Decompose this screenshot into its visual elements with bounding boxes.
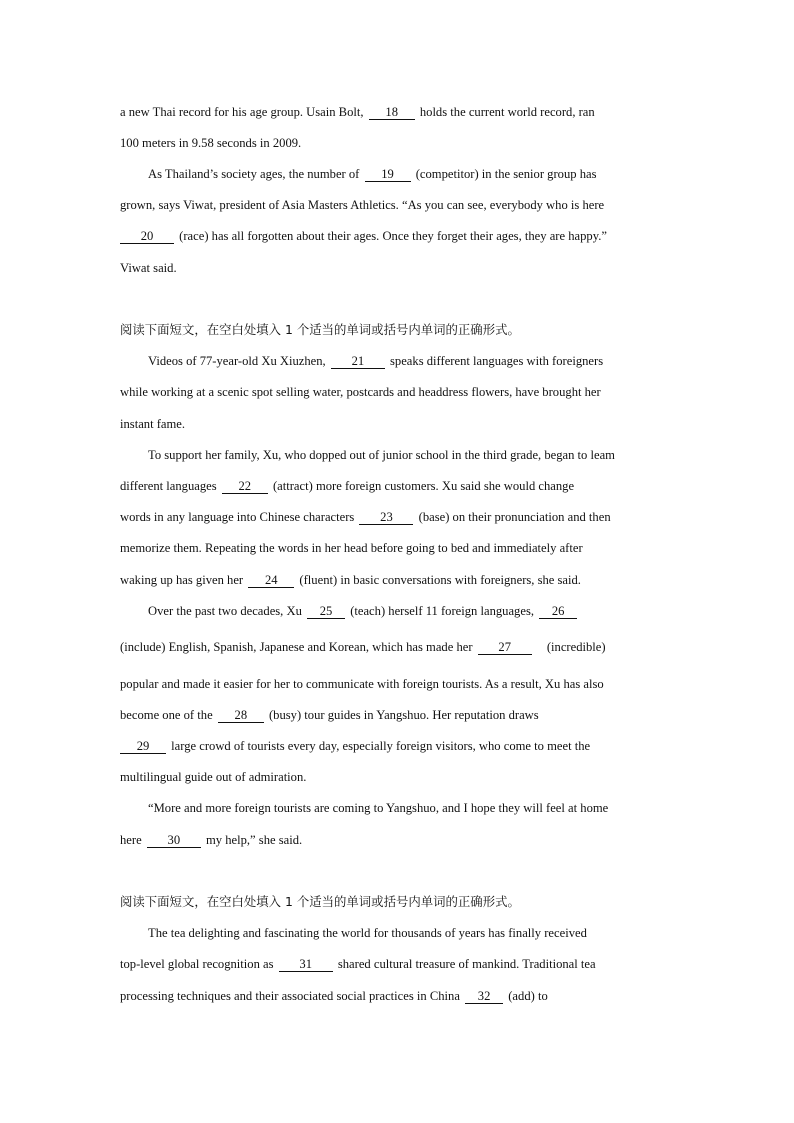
passage-line xyxy=(120,103,680,121)
passage-line: grown, says Viwat, president of Asia Masters Athletics. “As you can see, everybody who is here xyxy=(120,198,605,212)
answer-blank-23[interactable]: 23 xyxy=(359,510,413,525)
section-heading: 阅读下面短文，在空白处填入 1 个适当的单词或括号内单词的正确形式。 xyxy=(120,894,520,909)
passage-line: while working at a scenic spot selling water, postcards and headdress flowers, have brought her xyxy=(120,385,601,399)
line-text: holds the current world record, ran xyxy=(419,105,595,119)
line-text: large crowd of tourists every day, especially foreign visitors, who come to meet the xyxy=(171,739,591,753)
line-text: (teach) herself 11 foreign languages, xyxy=(350,604,534,618)
line-text: (include) English, Spanish, Japanese and Korean, which has made her xyxy=(120,640,473,654)
passage-line xyxy=(120,955,680,973)
line-text: (race) has all forgotten about their ages. Once they forget their ages, they are happy.” xyxy=(179,229,607,243)
line-text: top-level global recognition as xyxy=(120,957,274,971)
passage-line xyxy=(120,987,680,1005)
line-text: different languages xyxy=(120,479,217,493)
answer-blank-32[interactable]: 32 xyxy=(465,989,503,1004)
answer-blank-25[interactable]: 25 xyxy=(307,604,345,619)
passage-line xyxy=(120,706,680,724)
passage-line xyxy=(120,638,680,656)
line-text: As Thailand’s society ages, the number of xyxy=(148,167,360,181)
passage-line: instant fame. xyxy=(120,417,186,431)
passage-line xyxy=(148,352,680,370)
line-text: Videos of 77-year-old Xu Xiuzhen, xyxy=(148,354,326,368)
passage-line xyxy=(120,571,680,589)
line-text: (competitor) in the senior group has xyxy=(415,167,597,181)
passage-line: 100 meters in 9.58 seconds in 2009. xyxy=(120,136,302,150)
line-text: a new Thai record for his age group. Usain Bolt, xyxy=(120,105,364,119)
passage-line: The tea delighting and fascinating the world for thousands of years has finally received xyxy=(148,926,587,940)
passage-line: Viwat said. xyxy=(120,261,177,275)
passage-line xyxy=(120,831,680,849)
passage-line: memorize them. Repeating the words in her head before going to bed and immediately after xyxy=(120,541,583,555)
line-text: (attract) more foreign customers. Xu said she would change xyxy=(272,479,575,493)
passage-line xyxy=(120,477,680,495)
line-text: (add) to xyxy=(508,989,548,1003)
line-text: (base) on their pronunciation and then xyxy=(418,510,611,524)
line-text: my help,” she said. xyxy=(205,833,303,847)
passage-line: To support her family, Xu, who dopped out of junior school in the third grade, began to leam xyxy=(148,448,615,462)
line-text: words in any language into Chinese characters xyxy=(120,510,355,524)
answer-blank-22[interactable]: 22 xyxy=(222,479,268,494)
line-text: speaks different languages with foreigners xyxy=(390,354,604,368)
line-text: shared cultural treasure of mankind. Traditional tea xyxy=(337,957,596,971)
section-heading: 阅读下面短文，在空白处填入 1 个适当的单词或括号内单词的正确形式。 xyxy=(120,322,520,337)
line-text: (incredible) xyxy=(546,640,606,654)
answer-blank-19[interactable]: 19 xyxy=(365,167,411,182)
answer-blank-24[interactable]: 24 xyxy=(248,573,294,588)
passage-line xyxy=(120,227,680,245)
line-text: processing techniques and their associated social practices in China xyxy=(120,989,460,1003)
answer-blank-31[interactable]: 31 xyxy=(279,957,333,972)
answer-blank-21[interactable]: 21 xyxy=(331,354,385,369)
line-text: waking up has given her xyxy=(120,573,244,587)
passage-line xyxy=(120,508,680,526)
answer-blank-27[interactable]: 27 xyxy=(478,640,532,655)
answer-blank-28[interactable]: 28 xyxy=(218,708,264,723)
line-text: become one of the xyxy=(120,708,213,722)
passage-line: multilingual guide out of admiration. xyxy=(120,770,307,784)
line-text: Over the past two decades, Xu xyxy=(148,604,302,618)
passage-line xyxy=(148,165,680,183)
passage-line: popular and made it easier for her to communicate with foreign tourists. As a result, Xu has also xyxy=(120,677,604,691)
answer-blank-20[interactable]: 20 xyxy=(120,229,174,244)
answer-blank-18[interactable]: 18 xyxy=(369,105,415,120)
answer-blank-30[interactable]: 30 xyxy=(147,833,201,848)
answer-blank-29[interactable]: 29 xyxy=(120,739,166,754)
passage-line xyxy=(120,737,680,755)
answer-blank-26[interactable]: 26 xyxy=(539,604,577,619)
passage-line xyxy=(148,602,680,620)
line-text: (busy) tour guides in Yangshuo. Her reputation draws xyxy=(268,708,539,722)
line-text: here xyxy=(120,833,142,847)
line-text: (fluent) in basic conversations with foreigners, she said. xyxy=(299,573,581,587)
passage-line: “More and more foreign tourists are coming to Yangshuo, and I hope they will feel at home xyxy=(148,801,609,815)
